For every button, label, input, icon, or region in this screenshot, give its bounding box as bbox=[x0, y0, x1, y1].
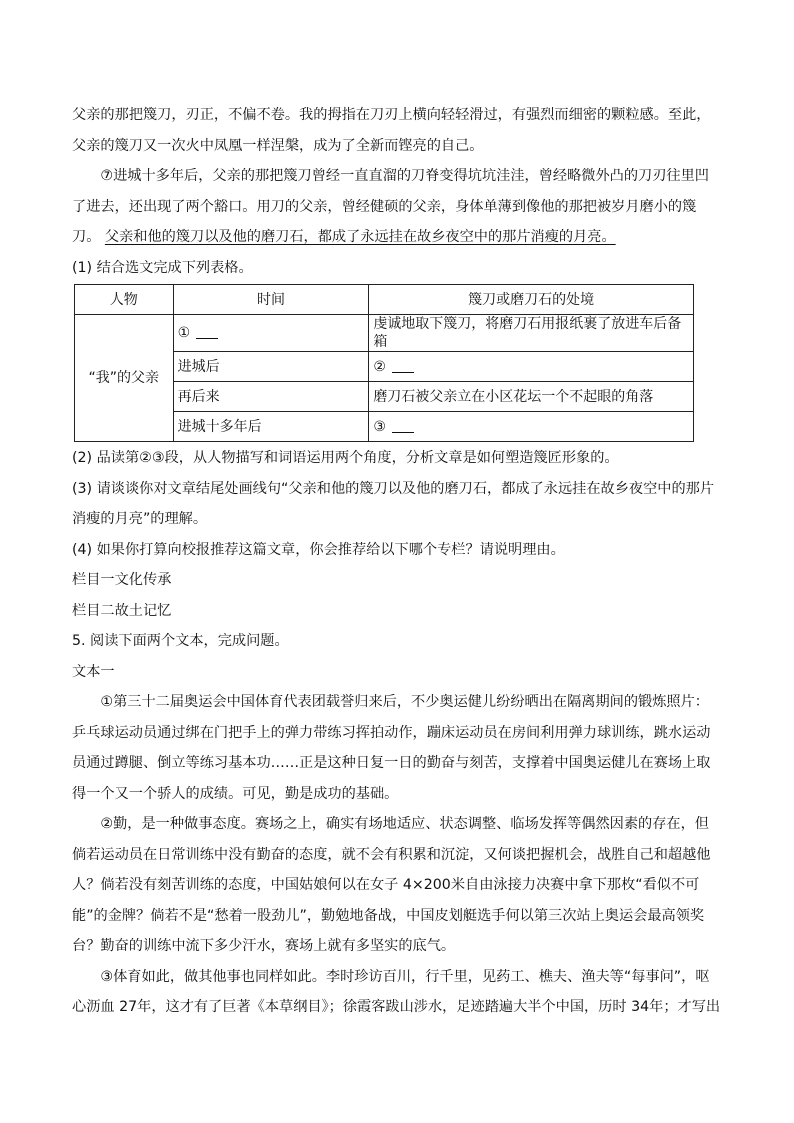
answer-blank[interactable] bbox=[392, 358, 414, 373]
time-cell: 进城十多年后 bbox=[173, 412, 369, 442]
text-one-label: 文本一 bbox=[72, 663, 115, 680]
underlined-sentence: 父亲和他的篾刀以及他的磨刀石，都成了永远挂在故乡夜空中的那片消瘦的月亮。 bbox=[104, 229, 616, 245]
paragraph-closing-6: 父亲的那把篾刀，刃正，不偏不卷。我的拇指在刀刃上横向轻轻滑过，有强烈而细密的颗粒感。至此，父亲的篾刀又一次火中凤凰一样涅槃，成为了全新而铿亮的自己。 bbox=[72, 107, 711, 154]
column-option-1: 栏目一文化传承 bbox=[72, 572, 172, 588]
text-one-paragraph-3: ③体育如此，做其他事也同样如此。李时珍访百川，行千里，见药工、樵夫、渔夫等“每事问”，呕心沥血 27年，这才有了巨著《本草纲目》；徐霞客跋山涉水，足迹踏遍大半个中国，历时 34年；才写出 bbox=[72, 968, 721, 1015]
document-page bbox=[72, 100, 722, 1023]
paragraph-7 bbox=[72, 161, 722, 253]
table-header-row bbox=[75, 285, 694, 315]
time-cell[interactable]: ① bbox=[173, 315, 369, 352]
column-option-2: 栏目二故土记忆 bbox=[72, 602, 172, 619]
time-cell: 进城后 bbox=[173, 352, 369, 382]
question-4: (4) 如果你打算向校报推荐这篇文章，你会推荐给以下哪个专栏？请说明理由。 bbox=[72, 541, 565, 558]
answer-table bbox=[74, 284, 694, 442]
header-time: 时间 bbox=[173, 285, 369, 315]
table-row bbox=[75, 315, 694, 352]
time-cell: 再后来 bbox=[173, 382, 369, 412]
paragraph-7-text: ⑦进城十多年后，父亲的那把篾刀曾经一直直溜的刀脊变得坑坑洼洼，曾经略微外凸的刀刃往里凹了进去，还出现了两个豁口。用刀的父亲，曾经健硕的父亲，身体单薄到像他的那把被岁月磨小的篾刀。 bbox=[72, 168, 709, 245]
situation-cell[interactable]: ③ bbox=[369, 412, 694, 442]
answer-blank[interactable] bbox=[196, 324, 218, 339]
person-cell: “我”的父亲 bbox=[75, 315, 174, 442]
question-2: (2) 品读第②③段，从人物描写和词语运用两个角度，分析文章是如何塑造篾匠形象的。 bbox=[72, 450, 619, 466]
answer-blank[interactable] bbox=[392, 418, 414, 433]
question-1: (1) 结合选文完成下列表格。 bbox=[72, 259, 253, 276]
situation-cell: 磨刀石被父亲立在小区花坛一个不起眼的角落 bbox=[369, 382, 694, 412]
question-3: (3) 请谈谈你对文章结尾处画线句“父亲和他的篾刀以及他的磨刀石，都成了永远挂在故乡夜空中的那片消瘦的月亮”的理解。 bbox=[72, 480, 715, 527]
situation-cell[interactable]: ② bbox=[369, 352, 694, 382]
text-one-paragraph-1: ①第三十二届奥运会中国体育代表团载誉归来后，不少奥运健儿纷纷晒出在隔离期间的锻炼照片：乒乓球运动员通过绑在门把手上的弹力带练习挥拍动作，蹦床运动员在房间利用弹力球训练，跳水运动员通过蹲腿、倒立等练习基本功……正是这种日复一日的勤奋与刻苦，支撑着中国奥运健儿在赛场上取得一个又一个骄人的成绩。可见，勤是成功的基础。 bbox=[72, 694, 711, 802]
header-person: 人物 bbox=[75, 285, 174, 315]
text-one-paragraph-2: ②勤，是一种做事态度。赛场之上，确实有场地适应、状态调整、临场发挥等偶然因素的存在，但倘若运动员在日常训练中没有勤奋的态度，就不会有积累和沉淀，又何谈把握机会，战胜自己和超越他人？倘若没有刻苦训练的态度，中国姑娘何以在女子 4×200米自由泳接力决赛中拿下那枚“看似不可能”的金牌？倘若不是“愁着一股劲儿”，勤勉地备战，中国皮划艇选手何以第三次站上奥运会最高领奖台？勤奋的训练中流下多少汗水，赛场上就有多坚实的底气。 bbox=[72, 816, 711, 954]
question-5-heading: 5. 阅读下面两个文本，完成问题。 bbox=[72, 633, 289, 649]
header-situation: 篾刀或磨刀石的处境 bbox=[369, 285, 694, 315]
situation-cell: 虔诚地取下篾刀，将磨刀石用报纸裹了放进车后备箱 bbox=[369, 315, 694, 352]
